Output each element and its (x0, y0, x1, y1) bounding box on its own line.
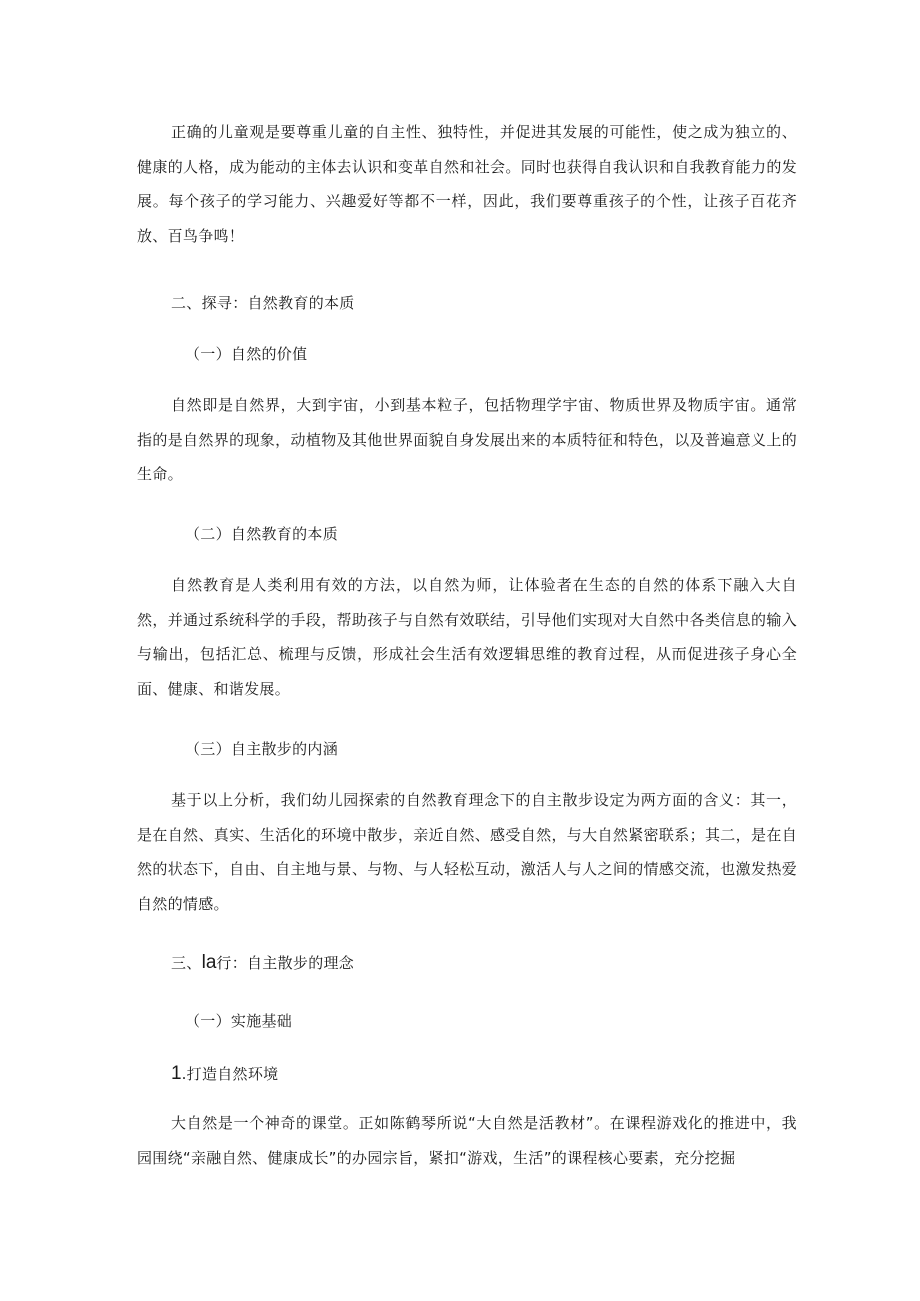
heading-walk-meaning: （三）自主散步的内涵 (185, 740, 339, 758)
heading-section-three-rest: 行：自主散步的理念 (216, 954, 355, 972)
paragraph-walk-meaning: 基于以上分析，我们幼儿园探索的自然教育理念下的自主散步设定为两方面的含义：其一，是在自然、真实、生活化的环境中散步，亲近自然、感受自然，与大自然紧密联系；其二，是在自然的状态下，自由、自主地与景、与物、与人轻松互动，激活人与人之间的情感交流，也激发热爱自然的情感。 (137, 791, 797, 913)
heading-item-one (171, 1057, 831, 1092)
paragraph-nature-education: 自然教育是人类利用有效的方法，以自然为师，让体验者在生态的自然的体系下融入大自然，并通过系统科学的手段，帮助孩子与自然有效联结，引导他们实现对大自然中各类信息的输入与输出，包括汇总、梳理与反馈，形成社会生活有效逻辑思维的教育过程，从而促进孩子身心全面、健康、和谐发展。 (137, 576, 797, 698)
heading-nature-education-essence: （二）自然教育的本质 (185, 525, 339, 543)
heading-implementation-basis: （一）实施基础 (185, 1012, 293, 1030)
heading-section-two: 二、探寻：自然教育的本质 (171, 294, 355, 312)
heading-nature-value: （一）自然的价值 (185, 345, 308, 363)
paragraph-nature-definition: 自然即是自然界，大到宇宙，小到基本粒子，包括物理学宇宙、物质世界及物质宇宙。通常指的是自然界的现象，动植物及其他世界面貌自身发展出来的本质特征和特色，以及普遍意义上的生命。 (137, 396, 797, 483)
heading-section-three-prefix: 三、 (171, 954, 202, 972)
paragraph-child-view: 正确的儿童观是要尊重儿童的自主性、独特性，并促进其发展的可能性，使之成为独立的、健康的人格，成为能动的主体去认识和变革自然和社会。同时也获得自我认识和自我教育能力的发展。每个孩子的学习能力、兴趣爱好等都不一样，因此，我们要尊重孩子的个性，让孩子百花齐放、百鸟争鸣！ (137, 123, 797, 245)
item-text: .打造自然环境 (181, 1065, 279, 1083)
item-number: 1 (171, 1063, 182, 1084)
heading-section-three-latin: la (201, 952, 217, 973)
paragraph-nature-classroom: 大自然是一个神奇的课堂。正如陈鹤琴所说“大自然是活教材”。在课程游戏化的推进中，我园围绕“亲融自然、健康成长”的办园宗旨，紧扣“游戏，生活”的课程核心要素，充分挖掘 (137, 1114, 797, 1167)
heading-section-three (171, 946, 831, 981)
